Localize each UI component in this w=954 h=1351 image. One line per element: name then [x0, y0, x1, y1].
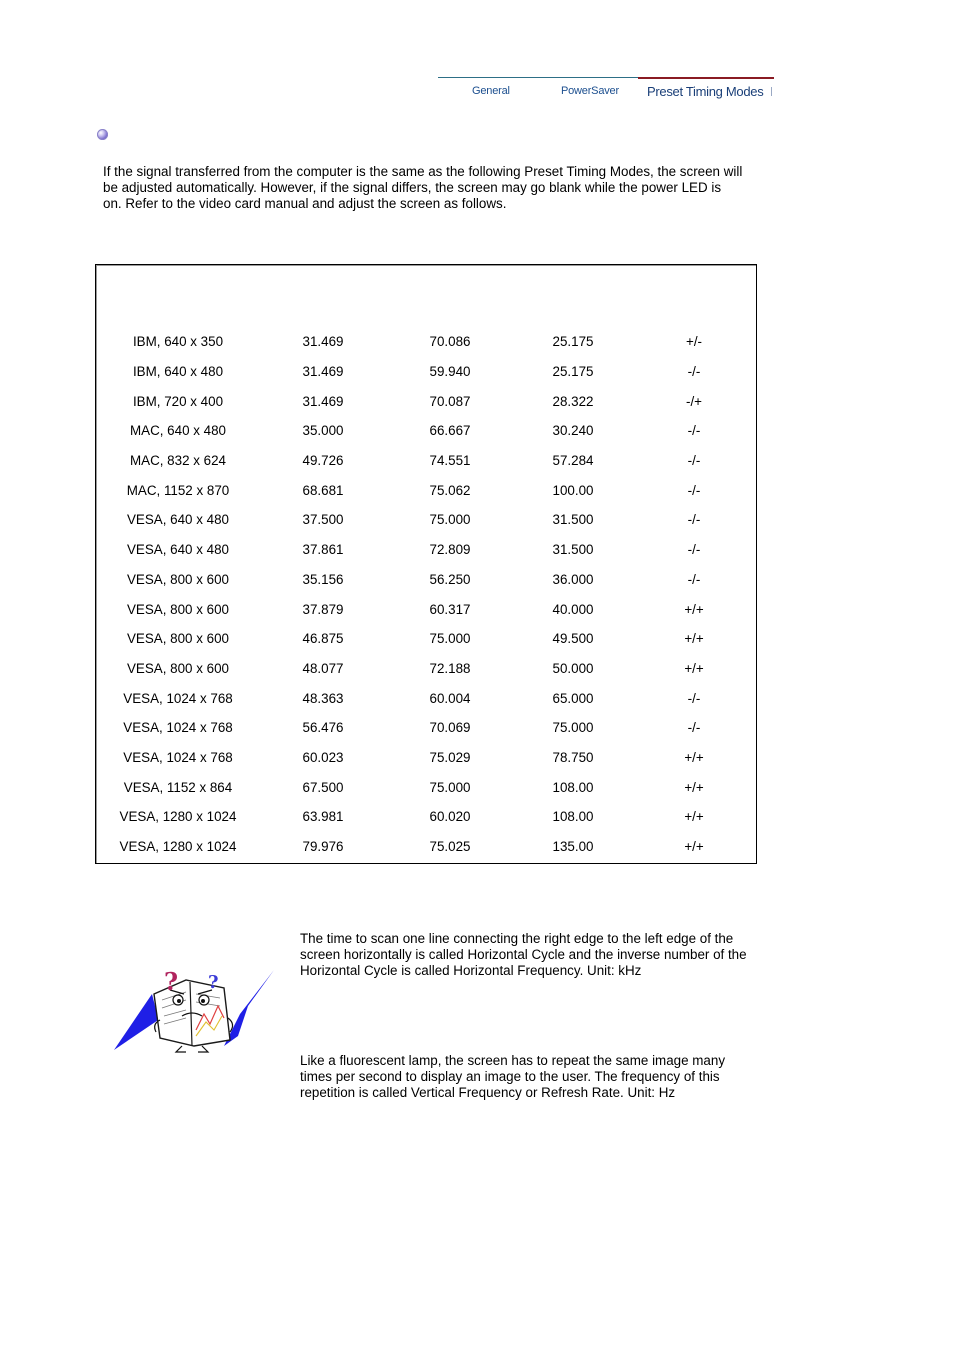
sync-polarity-cell: -/-: [687, 571, 701, 587]
svg-text:?: ?: [164, 967, 179, 996]
display-mode-cell: VESA, 1024 x 768: [123, 720, 233, 736]
pixel-clock-cell: 40.000: [552, 601, 594, 617]
horizontal-frequency-cell: 35.156: [302, 571, 344, 587]
horizontal-frequency-cell: 49.726: [302, 453, 344, 469]
table-row: [96, 654, 756, 684]
vertical-frequency-cell: 70.087: [429, 393, 471, 409]
horizontal-frequency-cell: 35.000: [302, 423, 344, 439]
pixel-clock-cell: 75.000: [552, 720, 594, 736]
vertical-frequency-cell: 75.029: [429, 749, 471, 765]
table-row: [96, 386, 756, 416]
timing-table-frame: [95, 264, 757, 864]
timing-table: [96, 327, 756, 861]
table-row: [96, 475, 756, 505]
pixel-clock-cell: 30.240: [552, 423, 594, 439]
sync-polarity-cell: +/+: [684, 631, 704, 647]
pixel-clock-cell: 31.500: [552, 512, 594, 528]
pixel-clock-cell: 135.00: [552, 839, 594, 855]
pixel-clock-cell: 25.175: [552, 334, 594, 350]
table-row: [96, 624, 756, 654]
display-mode-cell: IBM, 640 x 480: [132, 364, 224, 380]
bullet-icon: [97, 129, 108, 140]
table-row: [96, 713, 756, 743]
sync-polarity-cell: +/+: [684, 779, 704, 795]
vertical-frequency-cell: 60.317: [429, 601, 471, 617]
horizontal-frequency-cell: 31.469: [302, 393, 344, 409]
display-mode-cell: VESA, 640 x 480: [127, 512, 229, 528]
tab-active-indicator: [638, 77, 774, 79]
sync-polarity-cell: +/+: [684, 601, 704, 617]
sync-polarity-cell: +/+: [684, 809, 704, 825]
table-row: [96, 832, 756, 862]
horizontal-frequency-cell: 63.981: [302, 809, 344, 825]
table-row: [96, 594, 756, 624]
pixel-clock-cell: 50.000: [552, 660, 594, 676]
table-row: [96, 446, 756, 476]
horizontal-frequency-cell: 31.469: [302, 364, 344, 380]
vertical-frequency-cell: 75.062: [429, 482, 471, 498]
pixel-clock-cell: 25.175: [552, 364, 594, 380]
sync-polarity-cell: +/+: [684, 839, 704, 855]
display-mode-cell: IBM, 640 x 350: [132, 334, 224, 350]
table-row: [96, 565, 756, 595]
pixel-clock-cell: 108.00: [552, 809, 594, 825]
pixel-clock-cell: 36.000: [552, 571, 594, 587]
horizontal-frequency-cell: 37.500: [302, 512, 344, 528]
table-row: [96, 535, 756, 565]
intro-paragraph: If the signal transferred from the computer is the same as the following Preset Timing Modes, the screen will be adjusted automatically. However, if the signal differs, the screen may go blank while the power LED is on. Refer to the video card manual and adjust the screen as follows.: [103, 164, 743, 211]
display-mode-cell: VESA, 800 x 600: [127, 601, 229, 617]
vertical-frequency-cell: 72.188: [429, 660, 471, 676]
vertical-frequency-cell: 59.940: [429, 364, 471, 380]
pixel-clock-cell: 65.000: [552, 690, 594, 706]
display-mode-cell: VESA, 800 x 600: [127, 660, 229, 676]
horizontal-frequency-cell: 46.875: [302, 631, 344, 647]
horizontal-frequency-cell: 56.476: [302, 720, 344, 736]
sync-polarity-cell: -/-: [687, 720, 701, 736]
timing-table-body: [96, 327, 756, 861]
table-row: [96, 327, 756, 357]
confused-book-mascot-icon: [112, 966, 276, 1054]
horizontal-frequency-cell: 68.681: [302, 482, 344, 498]
vertical-frequency-cell: 70.069: [429, 720, 471, 736]
horizontal-frequency-cell: 37.861: [302, 542, 344, 558]
tab-separator: [771, 87, 772, 96]
table-row: [96, 357, 756, 387]
table-row: [96, 802, 756, 832]
vertical-frequency-cell: 70.086: [429, 334, 471, 350]
tab-bar-line: [438, 77, 638, 78]
pixel-clock-cell: 31.500: [552, 542, 594, 558]
display-mode-cell: VESA, 800 x 600: [127, 571, 229, 587]
vertical-frequency-cell: 75.000: [429, 512, 471, 528]
horizontal-frequency-cell: 60.023: [302, 749, 344, 765]
tab-preset-timing-modes[interactable]: Preset Timing Modes: [647, 84, 764, 99]
horizontal-frequency-cell: 79.976: [302, 839, 344, 855]
display-mode-cell: MAC, 640 x 480: [129, 423, 227, 439]
pixel-clock-cell: 57.284: [552, 453, 594, 469]
pixel-clock-cell: 49.500: [552, 631, 594, 647]
sync-polarity-cell: -/+: [686, 393, 702, 409]
display-mode-cell: VESA, 1024 x 768: [123, 749, 233, 765]
display-mode-cell: VESA, 800 x 600: [127, 631, 229, 647]
tab-bar: [438, 77, 774, 103]
display-mode-cell: VESA, 1024 x 768: [123, 690, 233, 706]
table-row: [96, 743, 756, 773]
sync-polarity-cell: -/-: [687, 482, 701, 498]
display-mode-cell: VESA, 1280 x 1024: [119, 839, 237, 855]
display-mode-cell: MAC, 1152 x 870: [126, 482, 230, 498]
horizontal-frequency-cell: 48.077: [302, 660, 344, 676]
display-mode-cell: MAC, 832 x 624: [129, 453, 227, 469]
sync-polarity-cell: -/-: [687, 542, 701, 558]
vertical-frequency-cell: 60.020: [429, 809, 471, 825]
vertical-frequency-cell: 75.000: [429, 779, 471, 795]
sync-polarity-cell: -/-: [687, 364, 701, 380]
vertical-frequency-cell: 60.004: [429, 690, 471, 706]
horizontal-frequency-cell: 48.363: [302, 690, 344, 706]
tab-general[interactable]: General: [472, 85, 510, 97]
sync-polarity-cell: -/-: [687, 453, 701, 469]
table-row: [96, 505, 756, 535]
pixel-clock-cell: 108.00: [552, 779, 594, 795]
sync-polarity-cell: +/+: [684, 749, 704, 765]
vertical-frequency-cell: 66.667: [429, 423, 471, 439]
display-mode-cell: IBM, 720 x 400: [132, 393, 224, 409]
sync-polarity-cell: -/-: [687, 512, 701, 528]
sync-polarity-cell: +/+: [684, 660, 704, 676]
pixel-clock-cell: 78.750: [552, 749, 594, 765]
table-row: [96, 683, 756, 713]
pixel-clock-cell: 100.00: [552, 482, 594, 498]
svg-text:?: ?: [208, 972, 219, 993]
sync-polarity-cell: +/-: [686, 334, 702, 350]
pixel-clock-cell: 28.322: [552, 393, 594, 409]
sync-polarity-cell: -/-: [687, 690, 701, 706]
tab-powersaver[interactable]: PowerSaver: [561, 85, 619, 97]
horizontal-frequency-note: The time to scan one line connecting the right edge to the left edge of the screen horizontally is called Horizontal Cycle and the inverse number of the Horizontal Cycle is called Horizontal Frequency. Unit: kHz: [300, 931, 747, 978]
display-mode-cell: VESA, 1280 x 1024: [119, 809, 237, 825]
display-mode-cell: VESA, 640 x 480: [127, 542, 229, 558]
table-row: [96, 416, 756, 446]
vertical-frequency-cell: 56.250: [429, 571, 471, 587]
vertical-frequency-cell: 75.025: [429, 839, 471, 855]
horizontal-frequency-cell: 37.879: [302, 601, 344, 617]
vertical-frequency-cell: 74.551: [429, 453, 471, 469]
horizontal-frequency-cell: 31.469: [302, 334, 344, 350]
display-mode-cell: VESA, 1152 x 864: [123, 779, 233, 795]
vertical-frequency-cell: 72.809: [429, 542, 471, 558]
table-row: [96, 772, 756, 802]
vertical-frequency-note: Like a fluorescent lamp, the screen has to repeat the same image many times per second to display an image to the user. The frequency of this repetition is called Vertical Frequency or Refresh Rate. Unit: Hz: [300, 1053, 726, 1100]
horizontal-frequency-cell: 67.500: [302, 779, 344, 795]
vertical-frequency-cell: 75.000: [429, 631, 471, 647]
sync-polarity-cell: -/-: [687, 423, 701, 439]
